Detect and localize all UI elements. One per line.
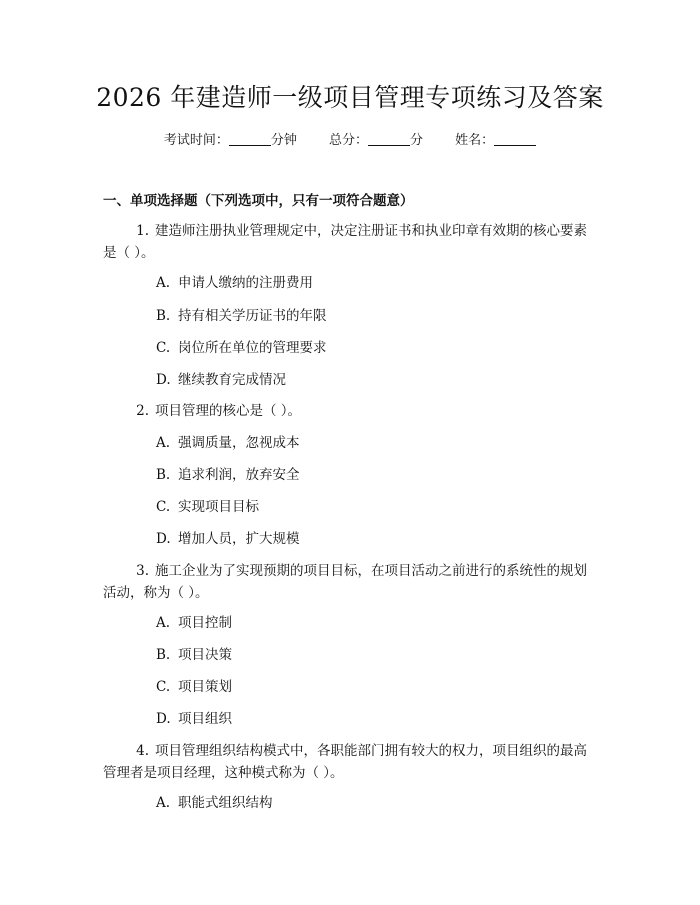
option-text: 追求利润，放弃安全 xyxy=(178,467,300,483)
option-letter: A. xyxy=(156,435,171,451)
question-1-option-d xyxy=(156,369,286,391)
question-text-line1: 项目管理的核心是（ ）。 xyxy=(155,403,302,419)
total-score xyxy=(329,130,423,152)
question-2-option-a xyxy=(156,432,300,454)
option-letter: A. xyxy=(156,615,171,631)
option-letter: C. xyxy=(156,499,171,515)
question-text-line2: 管理者是项目经理，这种模式称为（ ）。 xyxy=(103,765,344,781)
exam-time-blank xyxy=(229,131,271,146)
option-text: 持有相关学历证书的年限 xyxy=(178,308,327,324)
question-4 xyxy=(103,740,601,784)
question-number: 4. xyxy=(136,743,149,759)
option-text: 强调质量，忽视成本 xyxy=(178,435,300,451)
question-1-option-b xyxy=(156,305,327,327)
student-name-blank xyxy=(494,131,536,146)
option-text: 继续教育完成情况 xyxy=(178,372,286,388)
option-text: 职能式组织结构 xyxy=(178,795,273,811)
question-text-line2: 是（ ）。 xyxy=(103,245,155,261)
exam-meta xyxy=(0,130,700,152)
option-text: 项目决策 xyxy=(178,647,232,663)
exam-time xyxy=(164,130,297,152)
exam-time-unit: 分钟 xyxy=(270,133,297,148)
question-text-line1: 建造师注册执业管理规定中，决定注册证书和执业印章有效期的核心要素 xyxy=(155,223,587,239)
question-3-option-d xyxy=(156,708,232,730)
question-text-line2: 活动，称为（ ）。 xyxy=(103,585,209,601)
question-2-option-c xyxy=(156,496,259,518)
total-score-label: 总分： xyxy=(328,133,368,148)
student-name xyxy=(455,130,536,152)
option-letter: D. xyxy=(156,711,171,727)
question-number: 1. xyxy=(136,223,149,239)
option-letter: C. xyxy=(156,340,171,356)
question-number: 3. xyxy=(136,563,149,579)
section-title: 一、单项选择题（下列选项中，只有一项符合题意） xyxy=(103,193,414,209)
option-letter: A. xyxy=(156,275,171,291)
question-3-option-a xyxy=(156,612,232,634)
question-4-option-a xyxy=(156,792,273,814)
option-letter: C. xyxy=(156,679,171,695)
option-text: 增加人员，扩大规模 xyxy=(178,531,300,547)
question-1-option-c xyxy=(156,337,327,359)
exam-time-label: 考试时间： xyxy=(163,133,229,148)
option-letter: D. xyxy=(156,531,171,547)
option-letter: B. xyxy=(156,467,171,483)
question-3-option-b xyxy=(156,644,232,666)
option-text: 项目组织 xyxy=(178,711,232,727)
option-text: 实现项目目标 xyxy=(178,499,259,515)
option-text: 项目策划 xyxy=(178,679,232,695)
student-name-label: 姓名： xyxy=(455,133,495,148)
question-2-option-d xyxy=(156,528,300,550)
option-letter: B. xyxy=(156,308,171,324)
option-letter: B. xyxy=(156,647,171,663)
option-letter: D. xyxy=(156,372,171,388)
document-title: 2026 年建造师一级项目管理专项练习及答案 xyxy=(96,83,604,112)
option-text: 岗位所在单位的管理要求 xyxy=(178,340,327,356)
total-score-unit: 分 xyxy=(410,133,424,148)
total-score-blank xyxy=(368,131,410,146)
question-1-option-a xyxy=(156,272,313,294)
question-1 xyxy=(103,220,601,264)
question-text-line1: 项目管理组织结构模式中，各职能部门拥有较大的权力，项目组织的最高 xyxy=(155,743,587,759)
question-2-option-b xyxy=(156,464,300,486)
question-2 xyxy=(103,400,601,422)
option-letter: A. xyxy=(156,795,171,811)
question-3-option-c xyxy=(156,676,232,698)
option-text: 项目控制 xyxy=(178,615,232,631)
option-text: 申请人缴纳的注册费用 xyxy=(178,275,313,291)
question-number: 2. xyxy=(136,403,149,419)
question-text-line1: 施工企业为了实现预期的项目目标，在项目活动之前进行的系统性的规划 xyxy=(155,563,587,579)
question-3 xyxy=(103,560,601,604)
